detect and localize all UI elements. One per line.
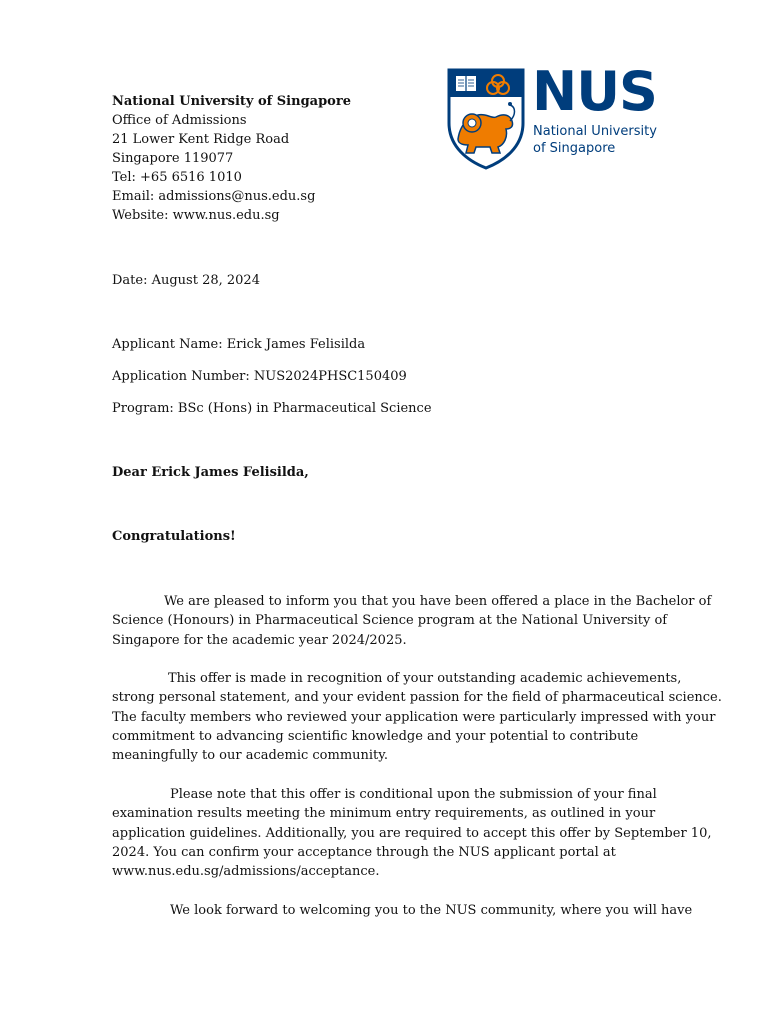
paragraph-line: commitment to advancing scientific knowledge and your potential to contribute xyxy=(112,728,639,744)
paragraph-line: This offer is made in recognition of your outstanding academic achievements, xyxy=(168,671,682,686)
paragraph-line: Science (Honours) in Pharmaceutical Science program at the National University of xyxy=(112,613,668,629)
sender-city: Singapore 119077 xyxy=(112,151,234,166)
body-paragraph-1 xyxy=(112,592,712,650)
paragraph-line: 2024. You can confirm your acceptance through the NUS applicant portal at xyxy=(112,844,616,860)
paragraph-line: www.nus.edu.sg/admissions/acceptance. xyxy=(112,864,380,880)
logo-subtitle-line2: of Singapore xyxy=(533,141,616,156)
paragraph-line: application guidelines. Additionally, you are required to accept this offer by September 10, xyxy=(112,825,712,841)
nus-logo xyxy=(446,60,662,171)
congratulations-heading: Congratulations! xyxy=(112,529,236,544)
sender-email: Email: admissions@nus.edu.sg xyxy=(112,189,316,204)
paragraph-line: strong personal statement, and your evident passion for the field of pharmaceutical science. xyxy=(112,690,722,706)
salutation: Dear Erick James Felisilda, xyxy=(112,465,309,480)
paragraph-line: examination results meeting the minimum entry requirements, as outlined in your xyxy=(112,806,656,822)
body-paragraph-2 xyxy=(112,669,722,765)
nus-crest-icon xyxy=(446,67,526,171)
paragraph-line: The faculty members who reviewed your application were particularly impressed with your xyxy=(112,709,716,725)
application-number: Application Number: NUS2024PHSC150409 xyxy=(112,369,407,384)
body-paragraph-3 xyxy=(112,785,712,881)
program: Program: BSc (Hons) in Pharmaceutical Science xyxy=(112,401,432,416)
paragraph-line: meaningfully to our academic community. xyxy=(112,748,389,764)
sender-address xyxy=(112,92,351,225)
letter-date: Date: August 28, 2024 xyxy=(112,273,260,288)
paragraph-line: Please note that this offer is conditional upon the submission of your final xyxy=(170,787,657,802)
applicant-name: Applicant Name: Erick James Felisilda xyxy=(112,337,366,352)
sender-tel: Tel: +65 6516 1010 xyxy=(112,170,242,185)
paragraph-line: Singapore for the academic year 2024/2025. xyxy=(112,632,407,648)
paragraph-line: We are pleased to inform you that you have been offered a place in the Bachelor of xyxy=(164,594,712,609)
paragraph-line: We look forward to welcoming you to the NUS community, where you will have xyxy=(170,903,693,918)
body-paragraph-4 xyxy=(112,901,693,920)
sender-street: 21 Lower Kent Ridge Road xyxy=(112,132,290,147)
sender-website: Website: www.nus.edu.sg xyxy=(112,208,280,223)
sender-name: National University of Singapore xyxy=(112,94,351,109)
nus-wordmark: NUS xyxy=(532,60,657,123)
logo-subtitle-line1: National University xyxy=(533,124,657,139)
sender-office: Office of Admissions xyxy=(112,113,247,128)
